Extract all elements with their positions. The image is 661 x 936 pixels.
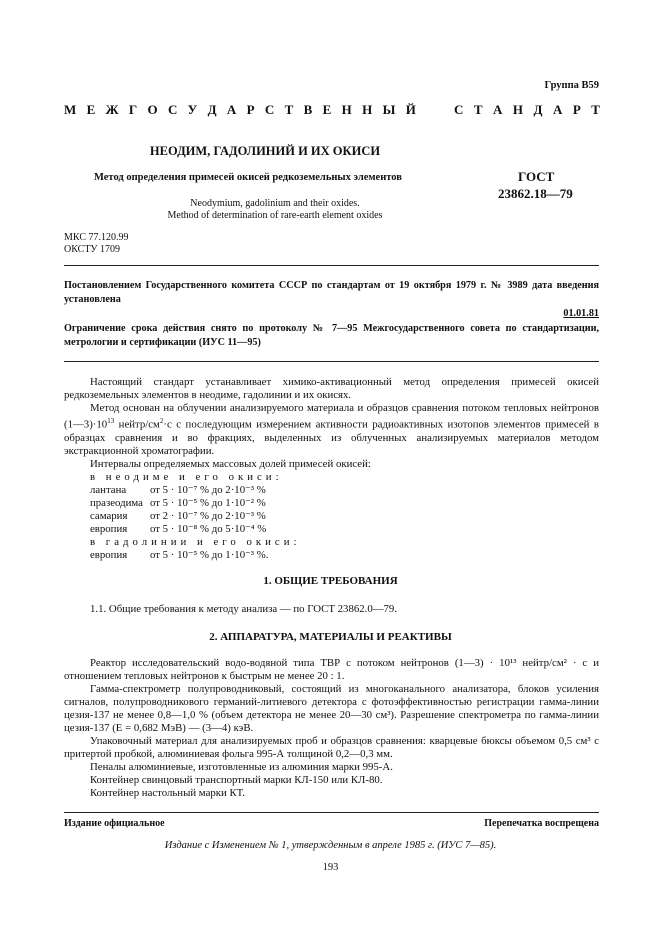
page-number: 193 [322,862,339,873]
section2-body [64,657,599,800]
gost-designation [498,168,573,202]
okstu-code: ОКСТУ 1709 [64,244,121,255]
gadolinium-element: европия [90,548,128,561]
neodymium-row [90,484,599,497]
standard-banner [64,102,600,118]
neodymium-element: лантана [90,483,127,496]
document-title: НЕОДИМ, ГАДОЛИНИЙ И ИХ ОКИСИ [149,144,381,158]
divider-top [64,265,599,266]
neodymium-range: от 5 · 10⁻⁸ % до 5·10⁻⁴ % [150,522,267,535]
section2-heading: 2. АППАРАТУРА, МАТЕРИАЛЫ И РЕАКТИВЫ [209,631,452,643]
pencils-paragraph: Пеналы алюминиевые, изготовленные из алюминия марки 995-А. [90,761,393,773]
neodymium-row [90,523,599,536]
divider-middle [64,361,599,362]
reprint-prohibited: Перепечатка воспрещена [484,818,599,829]
english-title-line1: Neodymium, gadolinium and their oxides. [190,198,360,209]
intro-paragraph-1: Настоящий стандарт устанавливает химико-активационный метод определения примесей окисей редкоземельных элементов в неодиме, гадолинии и их окисях. [64,376,599,401]
intro-p2-part-a: Метод основан на облучении анализируемого материала и образцов сравнения потоком тепловых нейтронов (1—3)·10 [64,402,599,431]
neodymium-range: от 5 · 10⁻⁵ % до 1·10⁻² % [150,496,266,509]
section1-body [64,603,599,616]
decree-text: Постановлением Государственного комитета СССР по стандартам от 19 октября 1979 г. № 3989 дата введения установлена [64,280,599,305]
english-title-line2: Method of determination of rare-earth element oxides [167,210,383,221]
neodymium-header: в неодиме и его окиси: [90,470,283,483]
gadolinium-range: от 5 · 10⁻⁵ % до 1·10⁻³ %. [150,548,269,561]
neodymium-element: празеодима [90,496,143,509]
neodymium-element: европия [90,522,128,535]
intro-paragraph-3: Интервалы определяемых массовых долей примесей окисей: [90,457,371,470]
banner-word-standard: С Т А Н Д А Р Т [454,102,600,117]
reactor-paragraph: Реактор исследовательский водо-водяной типа ТВР с потоком нейтронов (1—3) · 10¹³ нейтр/см² · с и отношением тепловых нейтронов к быстрым не менее 20 : 1. [64,657,599,682]
neodymium-element: самария [90,509,128,522]
intro-p2-sup-2: 2 [159,417,164,425]
mks-code: МКС 77.120.99 [64,232,129,243]
gadolinium-header: в гадолинии и его окиси: [90,535,301,548]
intro-p2-part-c: ·с с последующим измерением активности радиоактивных изотопов элементов примесей в образцах сравнения и во фракциях, выделенных из облученных анализируемых материалов методом экстракционной хроматографии. [64,418,600,457]
document-subtitle: Метод определения примесей окисей редкоземельных элементов [94,172,402,183]
gadolinium-row [90,549,599,562]
gost-label: ГОСТ [518,169,555,184]
neodymium-row [90,497,599,510]
banner-word-interstate: М Е Ж Г О С У Д А Р С Т В Е Н Н Ы Й [64,102,416,117]
intro-p2-sup-1: 13 [107,417,115,425]
intro-paragraph-2 [64,402,599,458]
container2-paragraph: Контейнер настольный марки КТ. [90,787,245,799]
gamma-spectrometer-paragraph: Гамма-спектрометр полупроводниковый, состоящий из многоканального анализатора, блоков усиления сигналов, полупроводникового германий-литиевого детектора с фотоэффективностью регистрации гамма-линии цезия-137 не менее 0,8—1,0 % (объем детектора не менее 20—30 см³). Разрешение спектрометра по гамма-линии цезия-137 (E = 0,682 МэВ) — (3—4) кэВ. [64,683,599,734]
section1-paragraph: 1.1. Общие требования к методу анализа — по ГОСТ 23862.0—79. [90,603,398,615]
classification-codes [64,232,128,256]
edition-note: Издание с Изменением № 1, утвержденным в апреле 1985 г. (ИУС 7—85). [164,840,497,851]
neodymium-range: от 2 · 10⁻⁷ % до 2·10⁻³ % [150,509,266,522]
introduction-date: 01.01.81 [563,308,599,319]
divider-bottom [64,812,599,813]
gost-number: 23862.18—79 [498,186,573,201]
group-code: Группа В59 [544,80,599,91]
packing-paragraph: Упаковочный материал для анализируемых проб и образцов сравнения: кварцевые бюксы объемом 0,5 см³ с притертой пробкой, алюминиевая фольга 995-А толщиной 0,2—0,3 мм. [64,735,599,760]
neodymium-block [64,471,599,562]
neodymium-row [90,510,599,523]
section1-heading: 1. ОБЩИЕ ТРЕБОВАНИЯ [263,575,398,587]
intro-section [64,376,599,562]
container1-paragraph: Контейнер свинцовый транспортный марки КЛ-150 или КЛ-80. [90,774,383,786]
gadolinium-list [90,549,599,562]
validity-limit-text: Ограничение срока действия снято по протоколу № 7—95 Межгосударственного совета по стандартизации, метрологии и сертификации (ИУС 11—95) [64,323,599,348]
intro-p2-part-b: нейтр/см [114,418,160,431]
official-edition: Издание официальное [64,818,165,829]
neodymium-range: от 5 · 10⁻⁷ % до 2·10⁻³ % [150,483,266,496]
english-title [100,198,450,222]
neodymium-list [90,484,599,536]
